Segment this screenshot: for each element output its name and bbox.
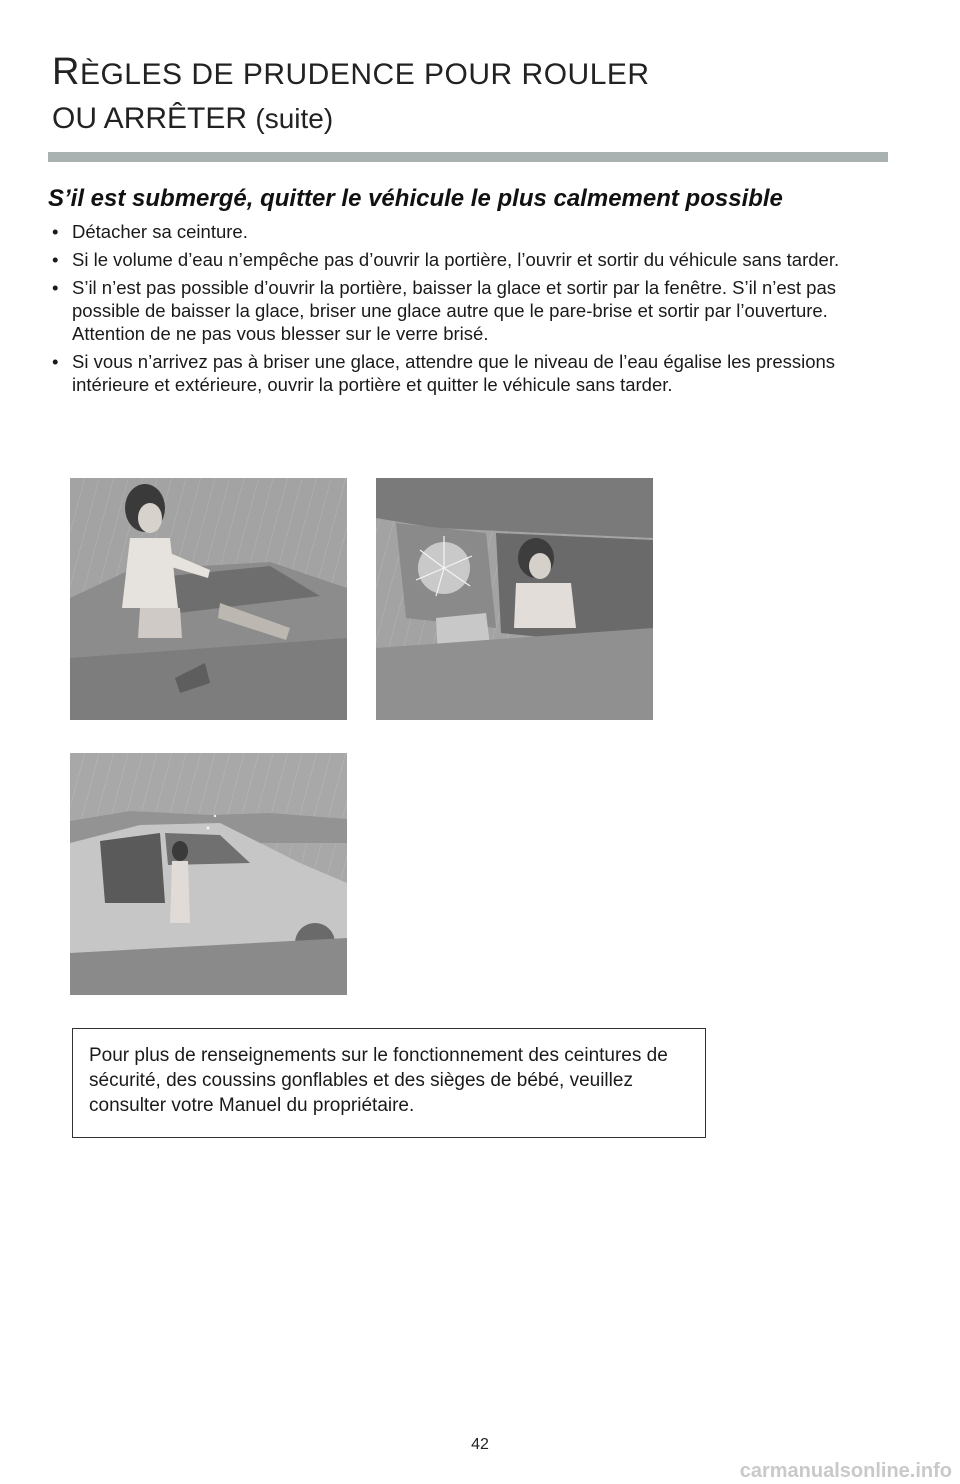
header-rule (48, 152, 888, 162)
list-item (48, 276, 898, 345)
title-line-2 (52, 99, 650, 139)
instruction-list (48, 220, 898, 401)
bullet-icon: • (52, 277, 59, 298)
subtitle-suffix: (suite) (255, 103, 334, 134)
section-heading: S’il est submergé, quitter le véhicule le plus calmement possible (48, 185, 783, 212)
list-item (48, 220, 898, 243)
subtitle-main: OU ARRÊTER (52, 102, 248, 135)
list-item (48, 248, 898, 271)
bullet-icon: • (52, 249, 59, 270)
page-title (52, 50, 650, 139)
list-item-text: Si vous n’arrivez pas à briser une glace, attendre que le niveau de l’eau égalise les pressions intérieure et extérieure, ouvrir la portière et quitter le véhicule sans tarder. (72, 351, 836, 395)
info-box-text: Pour plus de renseignements sur le fonctionnement des ceintures de sécurité, des coussins gonflables et des sièges de bébé, veuillez consulter votre Manuel du propriétaire. (89, 1045, 668, 1116)
bullet-icon: • (52, 221, 59, 242)
info-box (72, 1028, 706, 1138)
watermark: carmanualsonline.info (739, 1460, 952, 1482)
title-initial: R (52, 51, 80, 93)
illustration-exit-through-door (70, 753, 347, 995)
page-number: 42 (471, 1436, 489, 1453)
title-line-1 (52, 50, 650, 97)
list-item-text: S’il n’est pas possible d’ouvrir la portière, baisser la glace et sortir par la fenêtre. S’il n’est pas possible de baisser la glace, briser une glace autre que le pare-brise et sortir par l’ouverture. Attention de ne pas vous blesser sur le verre brisé. (72, 277, 837, 344)
illustration-break-side-window (376, 478, 653, 720)
list-item (48, 350, 898, 396)
list-item-text: Si le volume d’eau n’empêche pas d’ouvrir la portière, l’ouvrir et sortir du véhicule sans tarder. (72, 249, 840, 270)
title-rest: ÈGLES DE PRUDENCE POUR ROULER (79, 58, 650, 91)
bullet-icon: • (52, 351, 59, 372)
illustration-exit-through-window (70, 478, 347, 720)
list-item-text: Détacher sa ceinture. (72, 221, 248, 242)
